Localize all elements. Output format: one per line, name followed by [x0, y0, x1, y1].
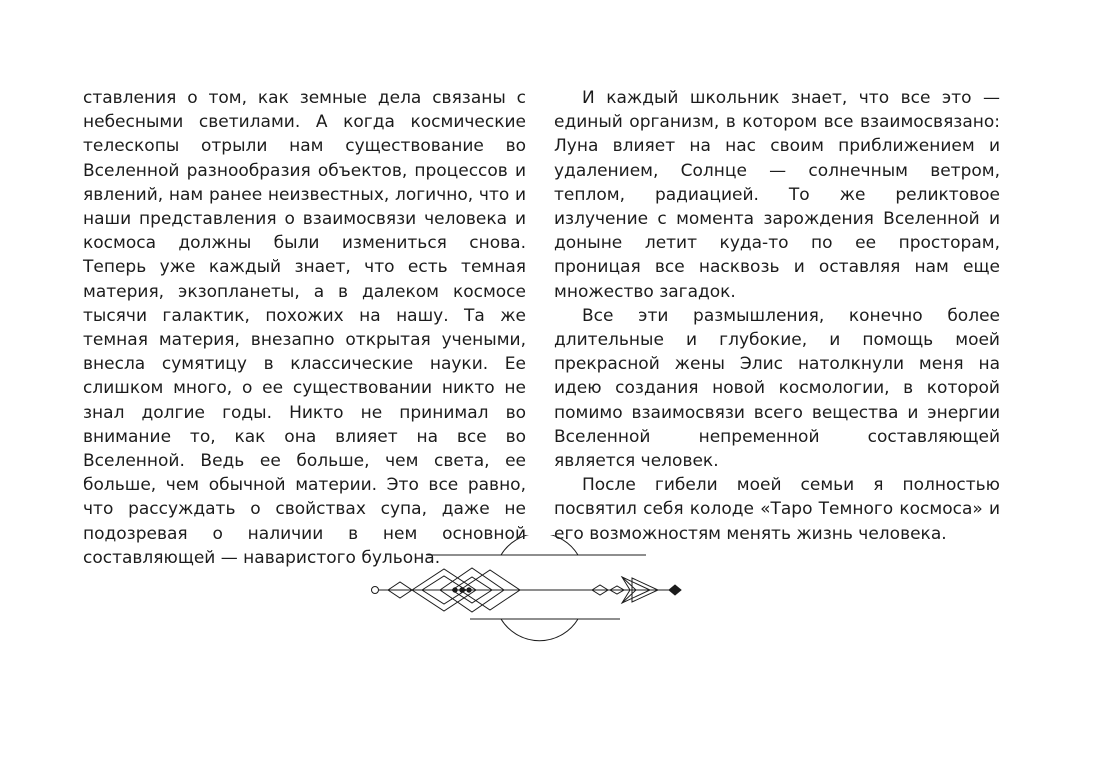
paragraph: И каждый школьник знает, что все это — единый организм, в котором все взаимосвязано: Луна влияет на нас своим приближением и удалением, Солнце — солнечным ветром, теплом, радиацией. То же реликтовое излучение с момента зарождения Вселенной и доныне летит куда-то по ее просторам, проницая все насквозь и оставляя нам еще множество загадок. [554, 88, 1000, 302]
paragraph: Все эти размышления, конечно более длительные и глубокие, и помощь моей прекрасной жены Элис натолкнули меня на идею создания новой космологии, в которой помимо взаимосвязи всего вещества и энергии Вселенной непременной составляющей является человек. [554, 305, 1000, 472]
paragraph: После гибели моей семьи я полностью посвятил себя колоде «Таро Темного космоса» и его возможностям менять жизнь человека. [554, 475, 1000, 544]
paragraph: ставления о том, как земные дела связаны с небесными светилами. А когда космические телескопы отрыли нам существование во Вселенной разнообразия объектов, процессов и явлений, нам ранее неизвестных, логично, что и наши представления о взаимосвязи человека и космоса должны были измениться снова. Теперь уже каждый знает, что есть темная материя, экзопланеты, а в далеком космосе тысячи галактик, похожих на нашу. Та же темная материя, внезапно открытая учеными, внесла сумятицу в классические науки. Ее слишком много, о ее существовании никто не знал долгие годы. Никто не принимал во внимание то, как она влияет на все во Вселенной. Ведь ее больше, чем света, ее больше, чем обычной материи. Это все равно, что рассуждать о свойствах супа, даже не подозревая о наличии в нем основной составляющей — наваристого бульона. [83, 88, 526, 568]
right-text-column [554, 86, 1000, 546]
cosmic-arrow-ornament-icon [360, 535, 690, 645]
left-text-column [83, 86, 526, 570]
